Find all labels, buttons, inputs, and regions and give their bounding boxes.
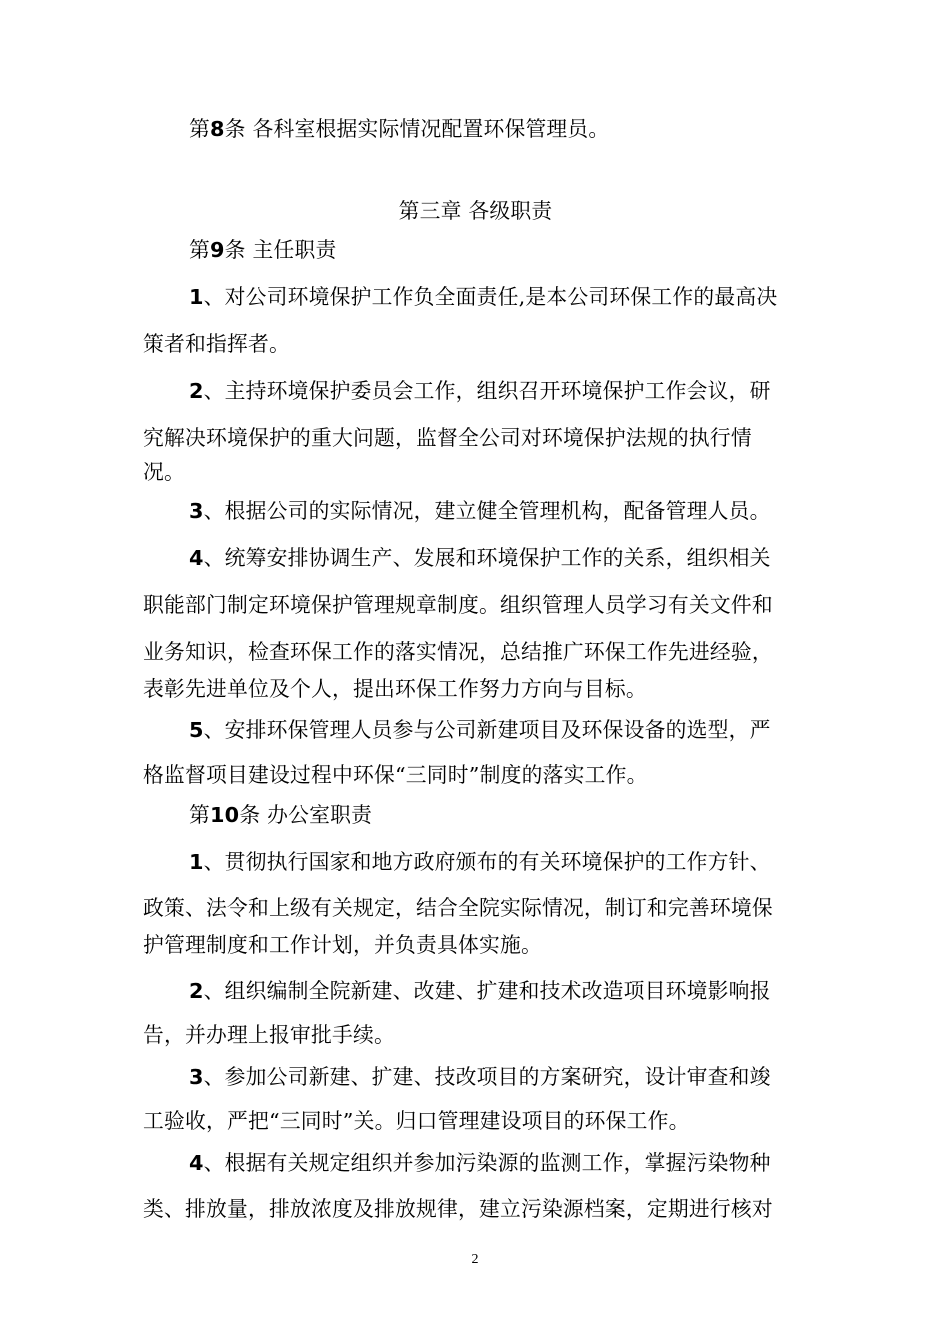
article-number: 8	[210, 117, 225, 141]
paragraph-line	[143, 498, 771, 524]
paragraph-line: 职能部门制定环境保护管理规章制度。组织管理人员学习有关文件和	[143, 593, 773, 617]
chapter-title: 第三章 各级职责	[398, 199, 553, 223]
paragraph-line: 工验收，严把“三同时”关。归口管理建设项目的环保工作。	[143, 1109, 690, 1133]
item-number: 2	[189, 379, 204, 403]
paragraph-line: 究解决环境保护的重大问题，监督全公司对环境保护法规的执行情	[143, 426, 752, 450]
item-text: 、根据有关规定组织并参加污染源的监测工作，掌握污染物种	[203, 1151, 771, 1175]
item-number: 5	[189, 718, 204, 742]
article-10-heading	[143, 802, 372, 828]
paragraph-line	[143, 1064, 771, 1090]
article-number: 9	[210, 238, 225, 262]
article-text: 条 各科室根据实际情况配置环保管理员。	[224, 117, 610, 141]
paragraph-line: 护管理制度和工作计划，并负责具体实施。	[143, 933, 542, 957]
paragraph-line: 格监督项目建设过程中环保“三同时”制度的落实工作。	[143, 763, 648, 787]
item-text: 、统筹安排协调生产、发展和环境保护工作的关系，组织相关	[203, 546, 771, 570]
item-number: 4	[189, 546, 204, 570]
paragraph-line	[143, 284, 777, 310]
item-text: 、参加公司新建、扩建、技改项目的方案研究，设计审查和竣	[203, 1065, 771, 1089]
article-8-heading	[143, 116, 609, 142]
page-number: 2	[471, 1252, 479, 1267]
paragraph-line: 告，并办理上报审批手续。	[143, 1023, 395, 1047]
item-text: 、组织编制全院新建、改建、扩建和技术改造项目环境影响报	[203, 979, 771, 1003]
article-prefix: 第	[189, 238, 210, 262]
paragraph-line: 类、排放量，排放浓度及排放规律，建立污染源档案，定期进行核对	[143, 1197, 773, 1221]
item-number: 3	[189, 499, 204, 523]
paragraph-line	[143, 378, 771, 404]
article-9-heading	[143, 237, 336, 263]
paragraph-line: 况。	[143, 460, 185, 484]
article-prefix: 第	[189, 117, 210, 141]
article-number: 10	[210, 803, 240, 827]
item-number: 3	[189, 1065, 204, 1089]
item-text: 、贯彻执行国家和地方政府颁布的有关环境保护的工作方针、	[203, 850, 771, 874]
paragraph-line: 策者和指挥者。	[143, 332, 290, 356]
article-prefix: 第	[189, 803, 210, 827]
paragraph-line	[143, 545, 771, 571]
paragraph-line	[143, 1150, 771, 1176]
item-text: 、主持环境保护委员会工作，组织召开环境保护工作会议，研	[203, 379, 771, 403]
item-text: 、根据公司的实际情况，建立健全管理机构，配备管理人员。	[203, 499, 771, 523]
article-text: 条 主任职责	[224, 238, 337, 262]
item-number: 2	[189, 979, 204, 1003]
paragraph-line	[143, 717, 771, 743]
paragraph-line	[143, 849, 771, 875]
paragraph-line: 表彰先进单位及个人，提出环保工作努力方向与目标。	[143, 677, 647, 701]
article-text: 条 办公室职责	[239, 803, 373, 827]
paragraph-line: 业务知识，检查环保工作的落实情况，总结推广环保工作先进经验，	[143, 640, 773, 664]
item-number: 1	[189, 285, 204, 309]
item-number: 1	[189, 850, 204, 874]
item-text: 、安排环保管理人员参与公司新建项目及环保设备的选型，严	[203, 718, 771, 742]
paragraph-line: 政策、法令和上级有关规定，结合全院实际情况，制订和完善环境保	[143, 896, 773, 920]
item-text: 、对公司环境保护工作负全面责任,是本公司环保工作的最高决	[203, 285, 778, 309]
item-number: 4	[189, 1151, 204, 1175]
paragraph-line	[143, 978, 771, 1004]
